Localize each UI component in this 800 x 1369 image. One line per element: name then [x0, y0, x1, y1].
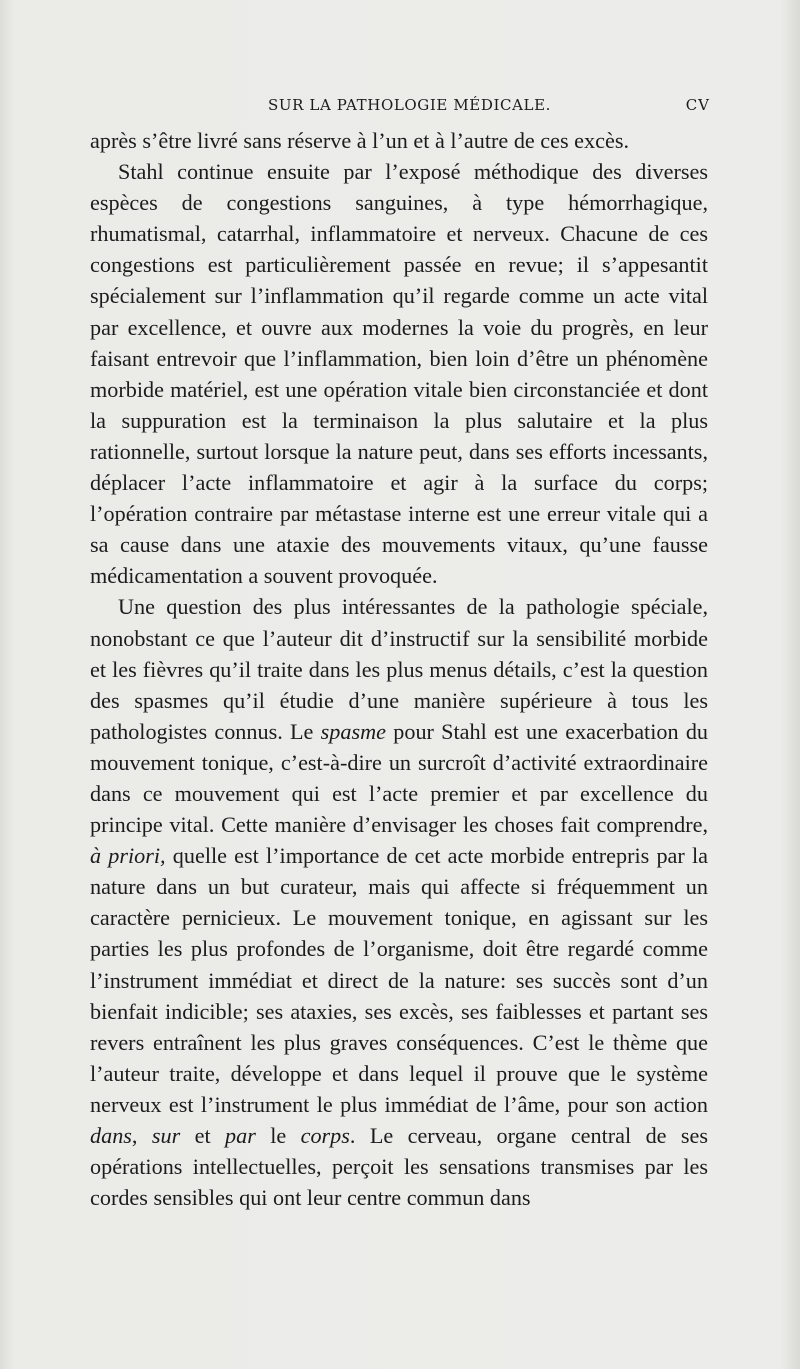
paragraph-spasmes — [90, 591, 708, 1213]
paragraph-continuation: après s’être livré sans réserve à l’un et à l’autre de ces excès. — [90, 128, 630, 153]
italic-term-spasme: spasme — [320, 718, 386, 744]
running-head — [90, 96, 710, 120]
body-text — [90, 125, 708, 1213]
text-segment: quelle est l’importance de cet acte morbide entrepris par la nature dans un but curateur, mais qui affecte si fréquemment un caractère pernicieux. Le mouvement tonique, en agissant sur les parties les plus profondes de l’organisme, doit être regardé comme l’instrument immédiat et direct de la nature: ses succès sont d’un bienfait indicible; ses ataxies, ses excès, ses faiblesses et partant ses revers entraînent les plus graves conséquences. C’est le thème que l’auteur traite, développe et dans lequel il prouve que le système nerveux est l’instrument le plus immédiat de l’âme, pour son action — [90, 843, 708, 1117]
italic-term-sur: sur — [151, 1123, 181, 1148]
italic-term-dans: dans — [90, 1123, 132, 1148]
paragraph-congestions: Stahl continue ensuite par l’exposé méthodique des diverses espèces de congestions sanguines, à type hémorrhagique, rhumatismal, catarrhal, inflammatoire et nerveux. Chacune de ces congestions est particulièrement passée en revue; il s’appesantit spécialement sur l’inflammation qu’il regarde comme un acte vital par excellence, et ouvre aux modernes la voie du progrès, en leur faisant entrevoir que l’inflammation, bien loin d’être un phénomène morbide matériel, est une opération vitale bien circonstanciée et dont la suppuration est la terminaison la plus salutaire et la plus rationnelle, surtout lorsque la nature peut, dans ses efforts incessants, déplacer l’acte inflammatoire et agir à la surface du corps; l’opération contraire par métastase interne est une erreur vitale qui a sa cause dans une ataxie des mouvements vitaux, qu’une fausse médicamentation a souvent provoquée. — [90, 159, 708, 589]
italic-term-a-priori: à priori, — [90, 843, 166, 869]
text-segment: le — [255, 1123, 301, 1148]
italic-term-par: par — [225, 1123, 256, 1148]
text-segment: et — [180, 1123, 225, 1148]
text-segment: , — [131, 1123, 152, 1148]
page-number: CV — [685, 96, 710, 114]
text-segment: Une question des plus intéressantes de la pathologie spéciale, nonobstant ce que l’auteur dit d’instructif sur la sensibilité morbide et les fièvres qu’il traite dans les plus menus détails, c’est la question des spasmes qu’il étudie d’une manière supérieure à tous les pathologistes connus. Le — [90, 594, 708, 744]
text-segment: pour Stahl est une exacerbation du mouvement tonique, c’est-à-dire un surcroît d’activité extraordinaire dans ce mouvement qui est l’acte premier et par excellence du principe vital. Cette manière d’envisager les choses fait comprendre, — [90, 718, 709, 838]
italic-term-corps: corps — [300, 1123, 350, 1148]
running-head-title: SUR LA PATHOLOGIE MÉDICALE. — [268, 96, 551, 114]
text-segment: . Le cerveau, organe central de ses opérations intellectuelles, perçoit les sensations transmises par les cordes sensibles qui ont leur centre commun dans — [90, 1123, 709, 1211]
